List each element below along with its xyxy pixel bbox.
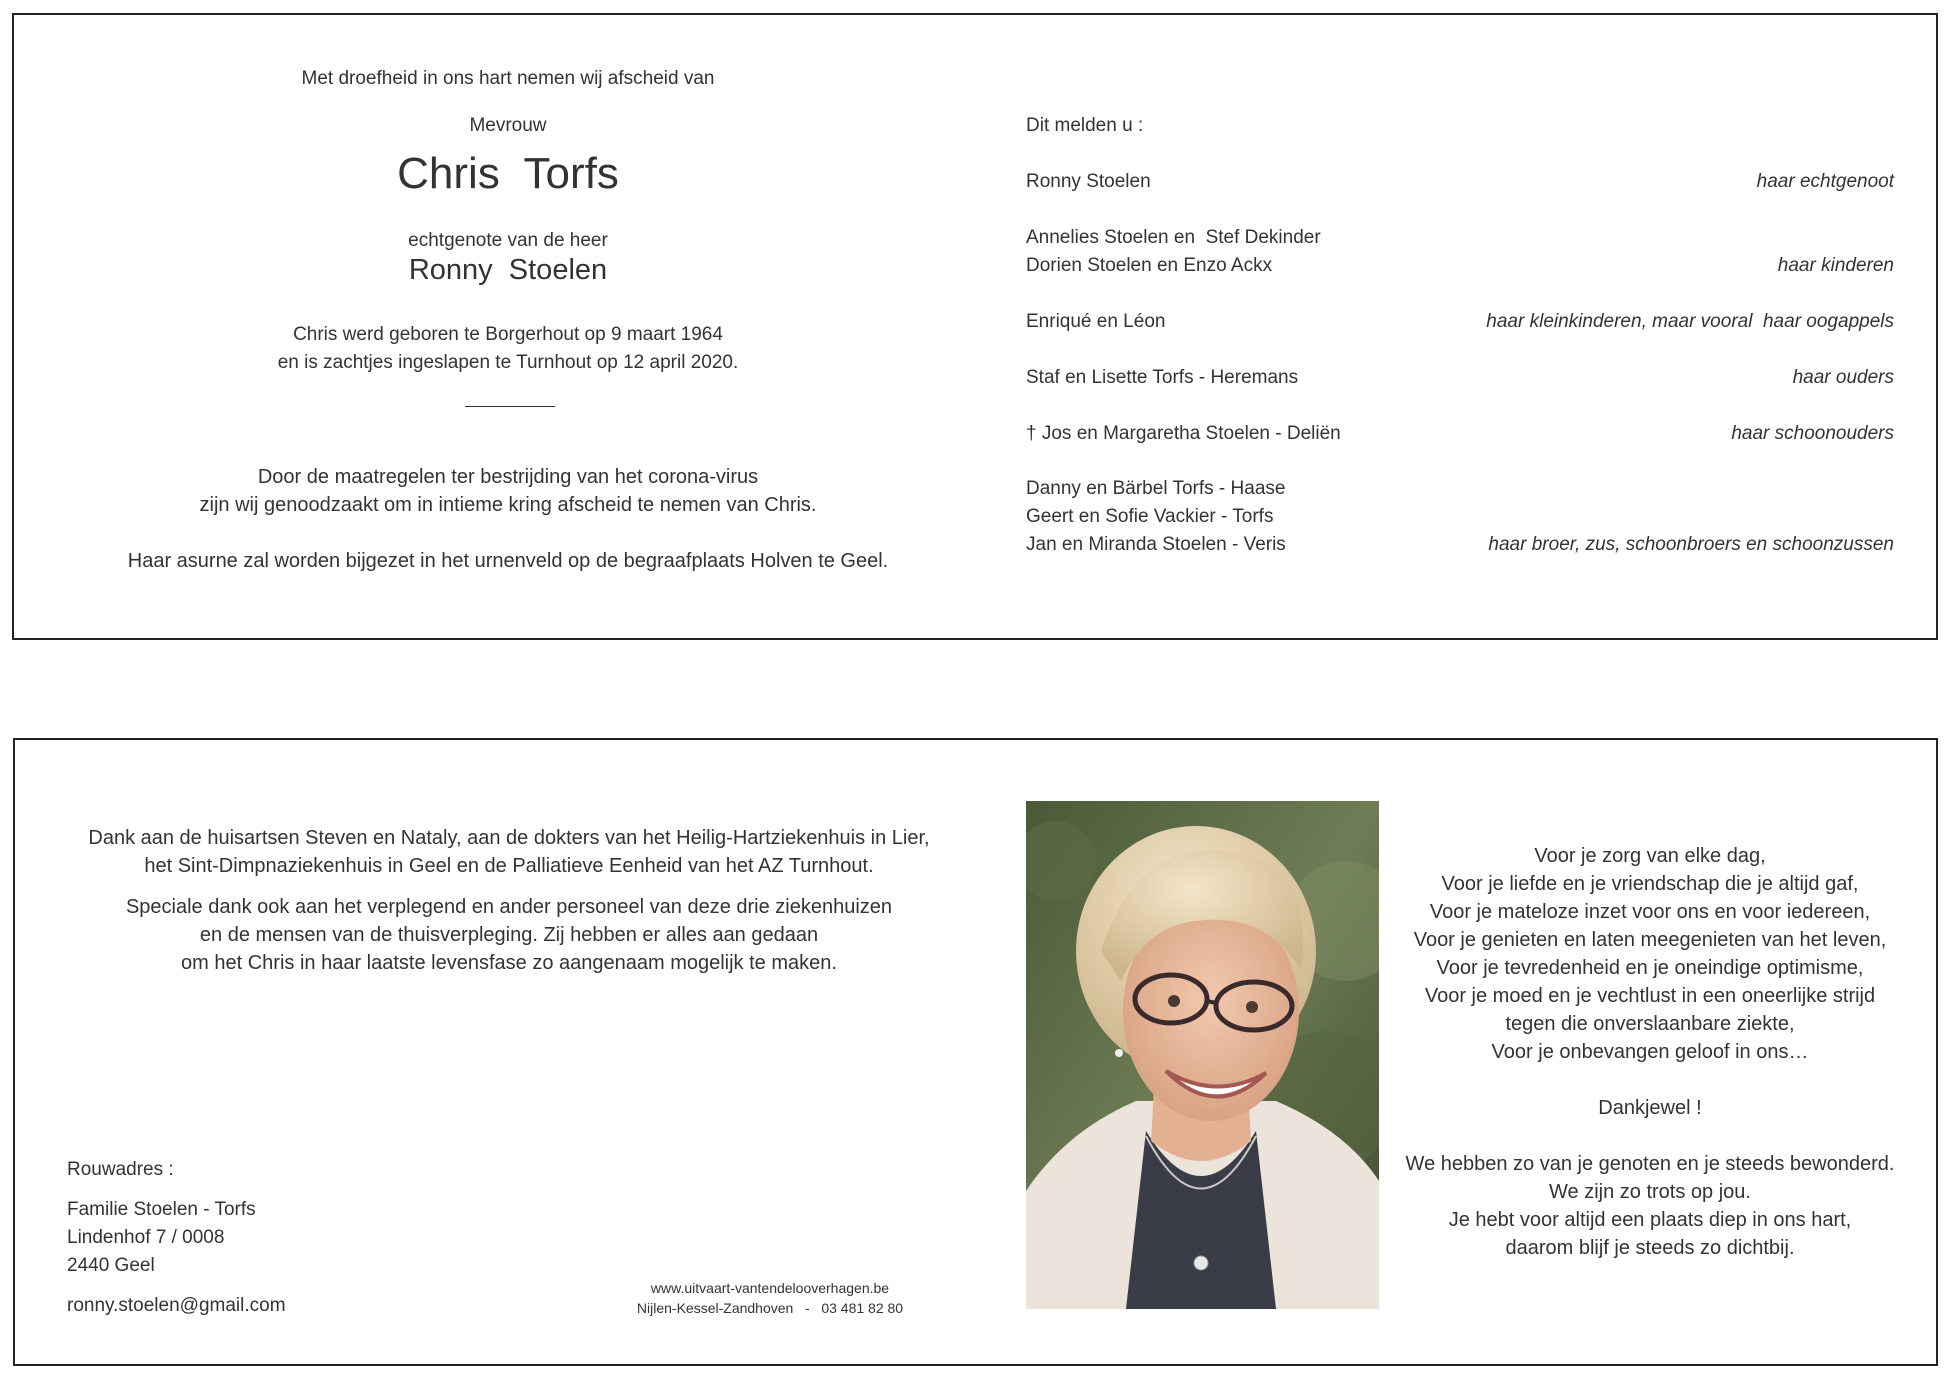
poem-line: Voor je onbevangen geloof in ons… [1491,1041,1809,1063]
family-row [1026,308,1894,336]
spouse-intro: echtgenote van de heer [408,230,608,251]
family-relation: haar broer, zus, schoonbroers en schoonzussen [1488,534,1894,555]
poem-line: daarom blijf je steeds zo dichtbij. [1505,1237,1795,1259]
thanks-line-2: het Sint-Dimpnaziekenhuis in Geel en de Palliatieve Eenheid van het AZ Turnhout. [144,855,874,877]
poem-line: Dankjewel ! [1598,1097,1702,1119]
family-row [1026,420,1894,448]
undertaker-web[interactable]: www.uitvaart-vantendelooverhagen.be [650,1280,890,1296]
poem-line: tegen die onverslaanbare ziekte, [1505,1013,1795,1035]
undertaker-contact: Nijlen-Kessel-Zandhoven - 03 481 82 80 [636,1300,904,1316]
family-relation: haar echtgenoot [1756,171,1894,192]
family-name: Geert en Sofie Vackier - Torfs [1026,506,1274,527]
poem-line: We zijn zo trots op jou. [1549,1181,1751,1203]
family-row [1026,531,1894,559]
poem-line: Voor je liefde en je vriendschap die je altijd gaf, [1441,873,1859,895]
family-relation: haar ouders [1792,367,1894,388]
family-name: Jan en Miranda Stoelen - Veris [1026,534,1286,555]
email-link[interactable]: ronny.stoelen@gmail.com [67,1295,286,1316]
salutation: Mevrouw [469,115,547,136]
family-relation: haar schoonouders [1731,423,1894,444]
birth-line: Chris werd geboren te Borgerhout op 9 maart 1964 [293,324,723,345]
urn-line: Haar asurne zal worden bijgezet in het urnenveld op de begraafplaats Holven te Geel. [127,550,889,572]
family-name: Annelies Stoelen en Stef Dekinder [1026,227,1321,248]
family-row [1026,503,1894,531]
family-name: Danny en Bärbel Torfs - Haase [1026,478,1286,499]
family-name: Staf en Lisette Torfs - Heremans [1026,367,1299,388]
family-row [1026,364,1894,392]
notice-line-1: Door de maatregelen ter bestrijding van het corona-virus [257,466,759,488]
notice-line-2: zijn wij genoodzaakt om in intieme kring afscheid te nemen van Chris. [199,494,817,516]
divider-rule [465,406,555,407]
address-name: Familie Stoelen - Torfs [67,1199,256,1220]
family-relation: haar kleinkinderen, maar vooral haar oogappels [1486,311,1894,332]
family-name: Dorien Stoelen en Enzo Ackx [1026,255,1273,276]
family-name: † Jos en Margaretha Stoelen - Deliën [1026,423,1341,444]
poem-line: Voor je zorg van elke dag, [1534,845,1766,867]
poem-line: Voor je moed en je vechtlust in een oneerlijke strijd [1424,985,1876,1007]
family-row [1026,252,1894,280]
deceased-name: Chris Torfs [397,149,619,198]
bottom-card [13,738,1938,1366]
death-line: en is zachtjes ingeslapen te Turnhout op 12 april 2020. [277,352,739,373]
thanks-line-3: Speciale dank ook aan het verplegend en ander personeel van deze drie ziekenhuizen [125,896,893,918]
top-card [12,13,1938,640]
intro-text: Met droefheid in ons hart nemen wij afscheid van [301,68,715,89]
poem-line: We hebben zo van je genoten en je steeds bewonderd. [1405,1153,1895,1175]
family-row [1026,224,1894,252]
address-city: 2440 Geel [67,1255,155,1276]
poem-line: Voor je genieten en laten meegenieten van het leven, [1413,929,1887,951]
poem-line: Voor je mateloze inzet voor ons en voor iedereen, [1429,901,1871,923]
poem-line: Je hebt voor altijd een plaats diep in ons hart, [1448,1209,1852,1231]
thanks-line-5: om het Chris in haar laatste levensfase zo aangenaam mogelijk te maken. [181,952,837,974]
spouse-name: Ronny Stoelen [408,254,608,286]
address-label: Rouwadres : [67,1159,174,1180]
poem-line: Voor je tevredenheid en je oneindige optimisme, [1436,957,1864,979]
family-row [1026,475,1894,503]
family-relation: haar kinderen [1777,255,1894,276]
address-street: Lindenhof 7 / 0008 [67,1227,225,1248]
thanks-line-1: Dank aan de huisartsen Steven en Nataly, aan de dokters van het Heilig-Hartziekenhuis in Lier, [88,827,930,849]
family-name: Ronny Stoelen [1026,171,1151,192]
portrait-photo [1026,801,1379,1309]
portrait-illustration [1026,801,1379,1309]
thanks-line-4: en de mensen van de thuisverpleging. Zij hebben er alles aan gedaan [199,924,819,946]
family-name: Enriqué en Léon [1026,311,1166,332]
family-header: Dit melden u : [1026,115,1144,136]
family-row [1026,168,1894,196]
